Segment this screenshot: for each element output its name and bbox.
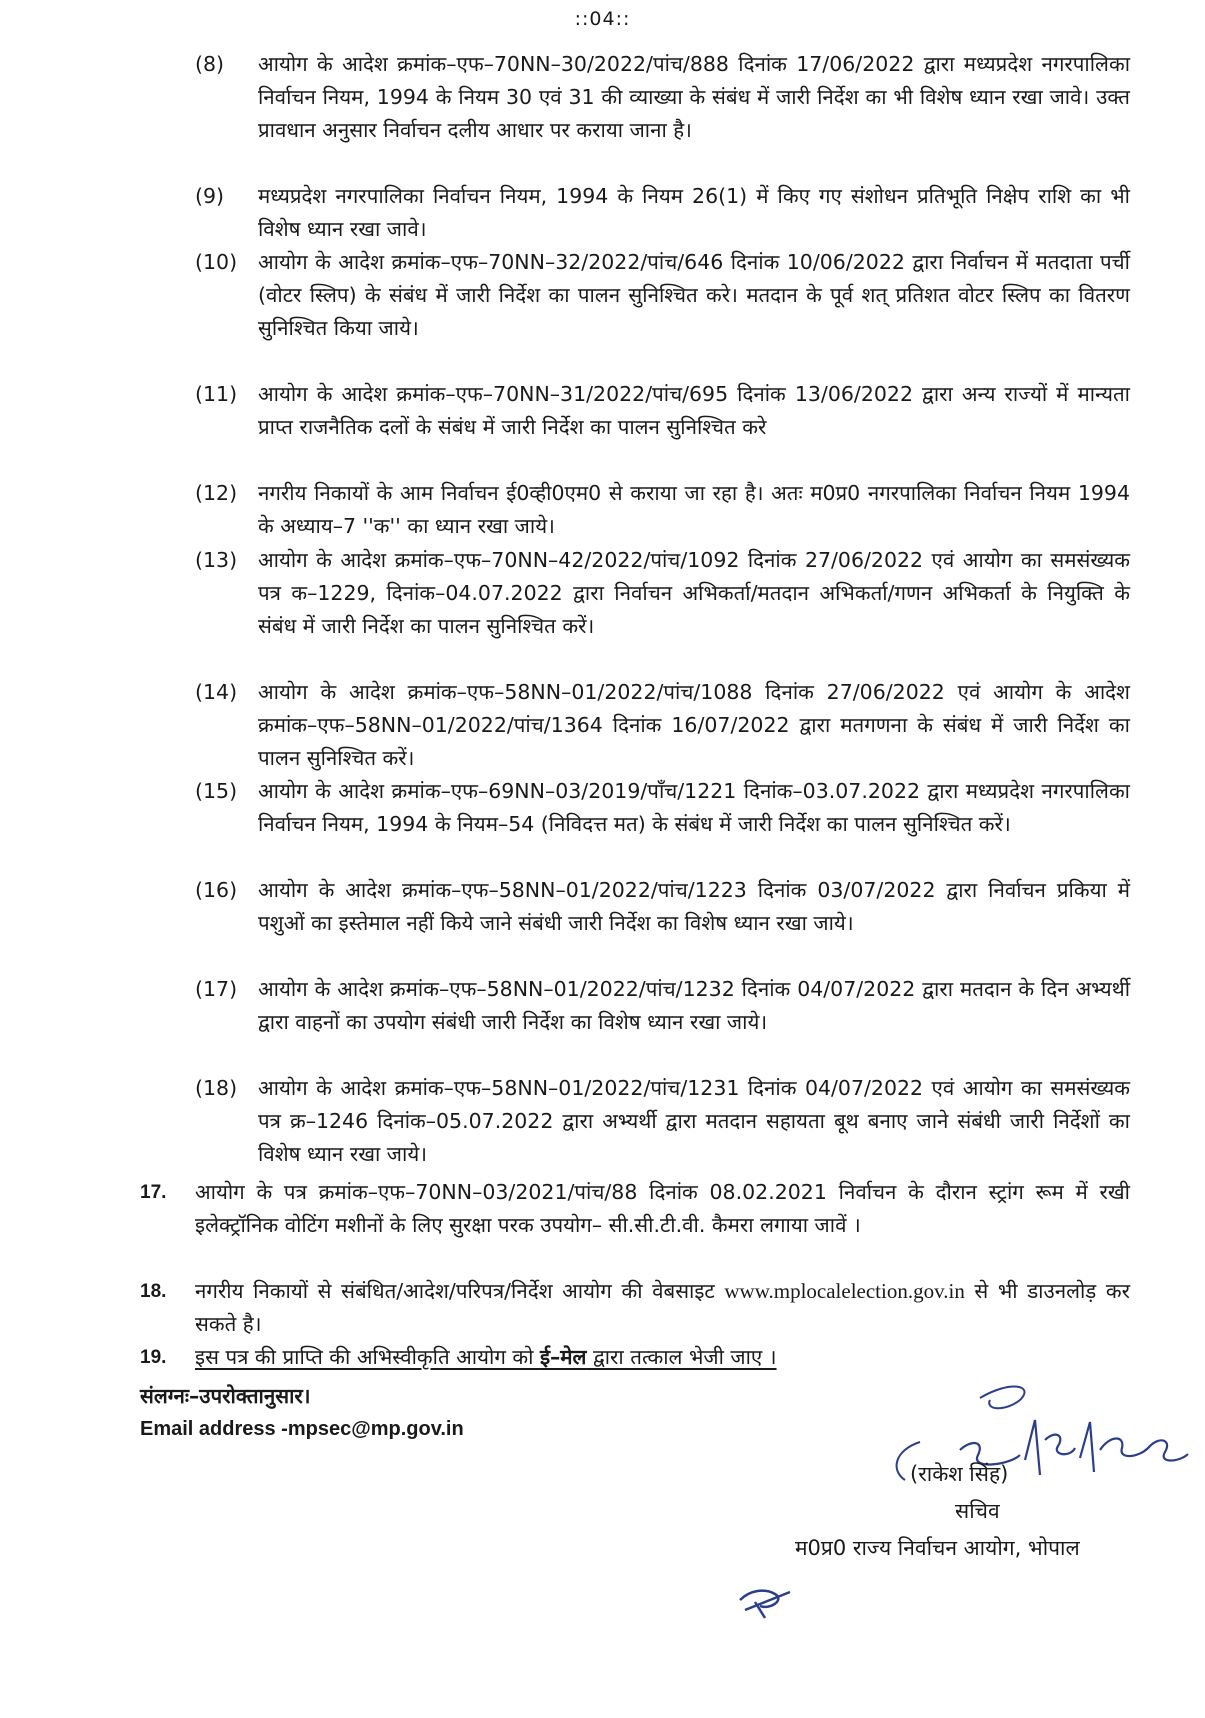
item-text: आयोग के आदेश क्रमांक–एफ–58NN–01/2022/पांच/1088 दिनांक 27/06/2022 एवं आयोग के आदेश क्रमांक–एफ–58NN–01/2022/पांच/1364 दिनांक 16/07/2022 द्वारा मतगणना के संबंध में जारी निर्देश का पालन सुनिश्चित करें। <box>258 680 1130 770</box>
list-item-10 <box>195 246 1130 345</box>
item-number: 17. <box>140 1182 167 1203</box>
item-number: (12) <box>195 481 238 505</box>
list-item-11 <box>195 378 1130 444</box>
item-number: 18. <box>140 1281 167 1302</box>
list-item-12 <box>195 477 1130 543</box>
item-text-after: द्वारा तत्काल भेजी जाए । <box>586 1345 777 1369</box>
item-number: (11) <box>195 382 238 406</box>
list-item-13 <box>195 544 1130 643</box>
signatory-designation: सचिव <box>955 1499 1000 1523</box>
item-text <box>195 1275 1130 1341</box>
main-item-17 <box>140 1176 1130 1242</box>
main-item-19 <box>140 1341 1130 1374</box>
email-address: Email address -mpsec@mp.gov.in <box>140 1418 464 1440</box>
item-number: (15) <box>195 779 238 803</box>
item-text: आयोग के आदेश क्रमांक–एफ–70NN–32/2022/पांच/646 दिनांक 10/06/2022 द्वारा निर्वाचन में मतदाता पर्ची (वोटर स्लिप) के संबंध में जारी निर्देश का पालन सुनिश्चित करे। मतदान के पूर्व शत् प्रतिशत वोटर स्लिप का वितरण सुनिश्चित किया जाये। <box>258 250 1130 340</box>
item-text: आयोग के आदेश क्रमांक–एफ–70NN–30/2022/पांच/888 दिनांक 17/06/2022 द्वारा मध्यप्रदेश नगरपालिका निर्वाचन नियम, 1994 के नियम 30 एवं 31 की व्याख्या के संबंध में जारी निर्देश का भी विशेष ध्यान रखा जावे। उक्त प्रावधान अनुसार निर्वाचन दलीय आधार पर कराया जाना है। <box>258 52 1130 142</box>
item-text: आयोग के आदेश क्रमांक–एफ–69NN–03/2019/पाँच/1221 दिनांक–03.07.2022 द्वारा मध्यप्रदेश नगरपालिका निर्वाचन नियम, 1994 के नियम–54 (निविदत्त मत) के संबंध में जारी निर्देश का पालन सुनिश्चित करें। <box>258 779 1130 836</box>
item-text: आयोग के पत्र क्रमांक–एफ–70NN–03/2021/पांच/88 दिनांक 08.02.2021 निर्वाचन के दौरान स्ट्रांग रूम में रखी इलेक्ट्रॉनिक वोटिंग मशीनों के लिए सुरक्षा परक उपयोग– सी.सी.टी.वी. कैमरा लगाया जावें । <box>195 1180 1130 1237</box>
item-text: आयोग के आदेश क्रमांक–एफ–58NN–01/2022/पांच/1223 दिनांक 03/07/2022 द्वारा निर्वाचन प्रकिया में पशुओं का इस्तेमाल नहीं किये जाने संबंधी जारी निर्देश का विशेष ध्यान रखा जाये। <box>258 878 1130 935</box>
item-text: मध्यप्रदेश नगरपालिका निर्वाचन नियम, 1994 के नियम 26(1) में किए गए संशोधन प्रतिभूति निक्षेप राशि का भी विशेष ध्यान रखा जावे। <box>258 184 1130 241</box>
item-number: (14) <box>195 680 238 704</box>
email-word: ई–मेल <box>539 1345 587 1369</box>
signatory-office: म0प्र0 राज्य निर्वाचन आयोग, भोपाल <box>795 1536 1080 1560</box>
enclosure-note: संलग्नः–उपरोक्तानुसार। <box>140 1384 311 1408</box>
item-text: आयोग के आदेश क्रमांक–एफ–58NN–01/2022/पांच/1231 दिनांक 04/07/2022 एवं आयोग का समसंख्यक पत्र क्र–1246 दिनांक–05.07.2022 द्वारा अभ्यर्थी द्वारा मतदान सहायता बूथ बनाए जाने संबंधी जारी निर्देशों का विशेष ध्यान रखा जाये। <box>258 1076 1130 1166</box>
list-item-17 <box>195 973 1130 1039</box>
item-text <box>195 1341 1130 1374</box>
website-link[interactable]: www.mplocalelection.gov.in <box>724 1279 965 1303</box>
item-text: आयोग के आदेश क्रमांक–एफ–70NN–31/2022/पांच/695 दिनांक 13/06/2022 द्वारा अन्य राज्यों में मान्यता प्राप्त राजनैतिक दलों के संबंध में जारी निर्देश का पालन सुनिश्चित करे <box>258 382 1130 439</box>
item-number: (18) <box>195 1076 238 1100</box>
item-number: (9) <box>195 184 225 208</box>
main-item-18 <box>140 1275 1130 1341</box>
item-number: (16) <box>195 878 238 902</box>
item-text: नगरीय निकायों के आम निर्वाचन ई0व्ही0एम0 से कराया जा रहा है। अतः म0प्र0 नगरपालिका निर्वाचन नियम 1994 के अध्याय–7 ''क'' का ध्यान रखा जाये। <box>258 481 1130 538</box>
list-item-16 <box>195 874 1130 940</box>
item-number: 19. <box>140 1347 167 1368</box>
item-text-after: से भी डाउनलोड़ कर सकते है। <box>195 1279 1130 1336</box>
item-text-before: इस पत्र की प्राप्ति की अभिस्वीकृति आयोग को <box>195 1345 540 1369</box>
list-item-15 <box>195 775 1130 841</box>
initials-mark <box>735 1580 795 1620</box>
signatory-name: (राकेश सिंह) <box>910 1462 1009 1486</box>
list-item-8 <box>195 48 1130 147</box>
item-number: (17) <box>195 977 238 1001</box>
item-text: आयोग के आदेश क्रमांक–एफ–70NN–42/2022/पांच/1092 दिनांक 27/06/2022 एवं आयोग का समसंख्यक पत्र क–1229, दिनांक–04.07.2022 द्वारा निर्वाचन अभिकर्ता/मतदान अभिकर्ता/गणन अभिकर्ता के नियुक्ति के संबंध में जारी निर्देश का पालन सुनिश्चित करें। <box>258 548 1130 638</box>
item-number: (8) <box>195 52 225 76</box>
item-text: आयोग के आदेश क्रमांक–एफ–58NN–01/2022/पांच/1232 दिनांक 04/07/2022 द्वारा मतदान के दिन अभ्यर्थी द्वारा वाहनों का उपयोग संबंधी जारी निर्देश का विशेष ध्यान रखा जाये। <box>258 977 1130 1034</box>
list-item-18 <box>195 1072 1130 1171</box>
page-number: ::04:: <box>574 8 631 30</box>
list-item-14 <box>195 676 1130 775</box>
item-number: (13) <box>195 548 238 572</box>
item-text-before: नगरीय निकायों से संबंधित/आदेश/परिपत्र/निर्देश आयोग की वेबसाइट <box>195 1279 725 1303</box>
item-number: (10) <box>195 250 238 274</box>
list-item-9 <box>195 180 1130 246</box>
